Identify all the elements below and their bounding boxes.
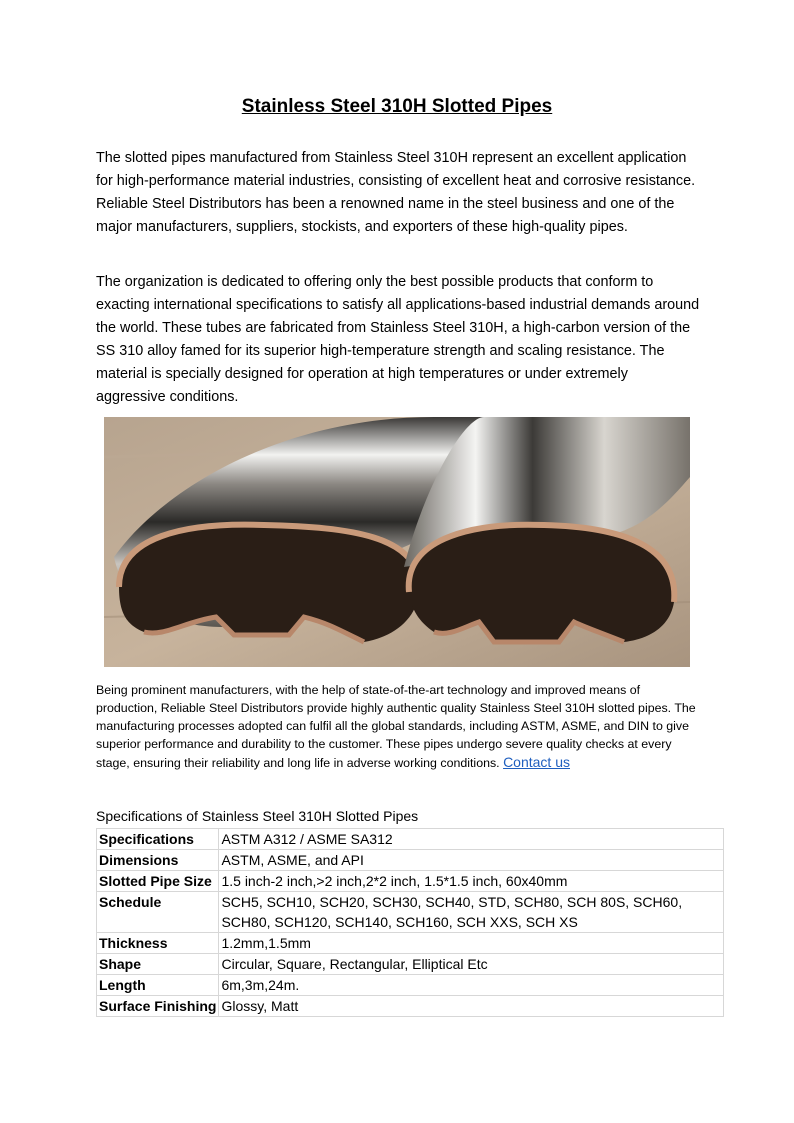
spec-value: ASTM, ASME, and API: [219, 850, 724, 871]
table-row: [97, 829, 724, 850]
spec-key: Schedule: [97, 892, 219, 933]
spec-key: Shape: [97, 954, 219, 975]
spec-value: SCH5, SCH10, SCH20, SCH30, SCH40, STD, SCH80, SCH 80S, SCH60, SCH80, SCH120, SCH140, SCH160, SCH XXS, SCH XS: [219, 892, 724, 933]
table-row: [97, 975, 724, 996]
table-row: [97, 954, 724, 975]
table-row: [97, 871, 724, 892]
table-row: [97, 933, 724, 954]
spec-value: Circular, Square, Rectangular, Elliptical Etc: [219, 954, 724, 975]
organization-paragraph: The organization is dedicated to offering only the best possible products that conform to exacting international specifications to satisfy all applications-based industrial demands around the world. These tubes are fabricated from Stainless Steel 310H, a high-carbon version of the SS 310 alloy famed for its superior high-temperature strength and scaling resistance. The material is specially designed for operation at high temperatures or under extremely aggressive conditions.: [96, 274, 700, 405]
spec-value: ASTM A312 / ASME SA312: [219, 829, 724, 850]
table-row: [97, 850, 724, 871]
spec-key: Surface Finishing: [97, 996, 219, 1017]
table-row: [97, 996, 724, 1017]
specifications-table: [96, 828, 724, 1017]
contact-us-link[interactable]: Contact us: [503, 754, 570, 770]
intro-paragraph: The slotted pipes manufactured from Stainless Steel 310H represent an excellent application for high-performance material industries, consisting of excellent heat and corrosive resistance. Reliable Steel Distributors has been a renowned name in the steel business and one of the major manufacturers, suppliers, stockists, and exporters of these high-quality pipes.: [96, 150, 696, 235]
spec-value: 6m,3m,24m.: [219, 975, 724, 996]
spec-value: 1.5 inch-2 inch,>2 inch,2*2 inch, 1.5*1.5 inch, 60x40mm: [219, 871, 724, 892]
spec-key: Length: [97, 975, 219, 996]
spec-key: Slotted Pipe Size: [97, 871, 219, 892]
spec-value: Glossy, Matt: [219, 996, 724, 1017]
table-caption: Specifications of Stainless Steel 310H Slotted Pipes: [96, 808, 419, 824]
spec-key: Thickness: [97, 933, 219, 954]
spec-key: Specifications: [97, 829, 219, 850]
page-title: Stainless Steel 310H Slotted Pipes: [241, 96, 553, 117]
manufacturing-paragraph: [96, 681, 696, 772]
slotted-pipes-photo: [104, 417, 690, 667]
spec-key: Dimensions: [97, 850, 219, 871]
spec-value: 1.2mm,1.5mm: [219, 933, 724, 954]
table-row: [97, 892, 724, 933]
manufacturing-text: Being prominent manufacturers, with the help of state-of-the-art technology and improved means of production, Reliable Steel Distributors provide highly authentic quality Stainless Steel 310H slotted pipes. The manufacturing processes adopted can fulfil all the global standards, including ASTM, ASME, and DIN to give superior performance and durability to the customer. These pipes undergo severe quality checks at every stage, ensuring their reliability and long life in adverse working conditions.: [96, 683, 696, 770]
